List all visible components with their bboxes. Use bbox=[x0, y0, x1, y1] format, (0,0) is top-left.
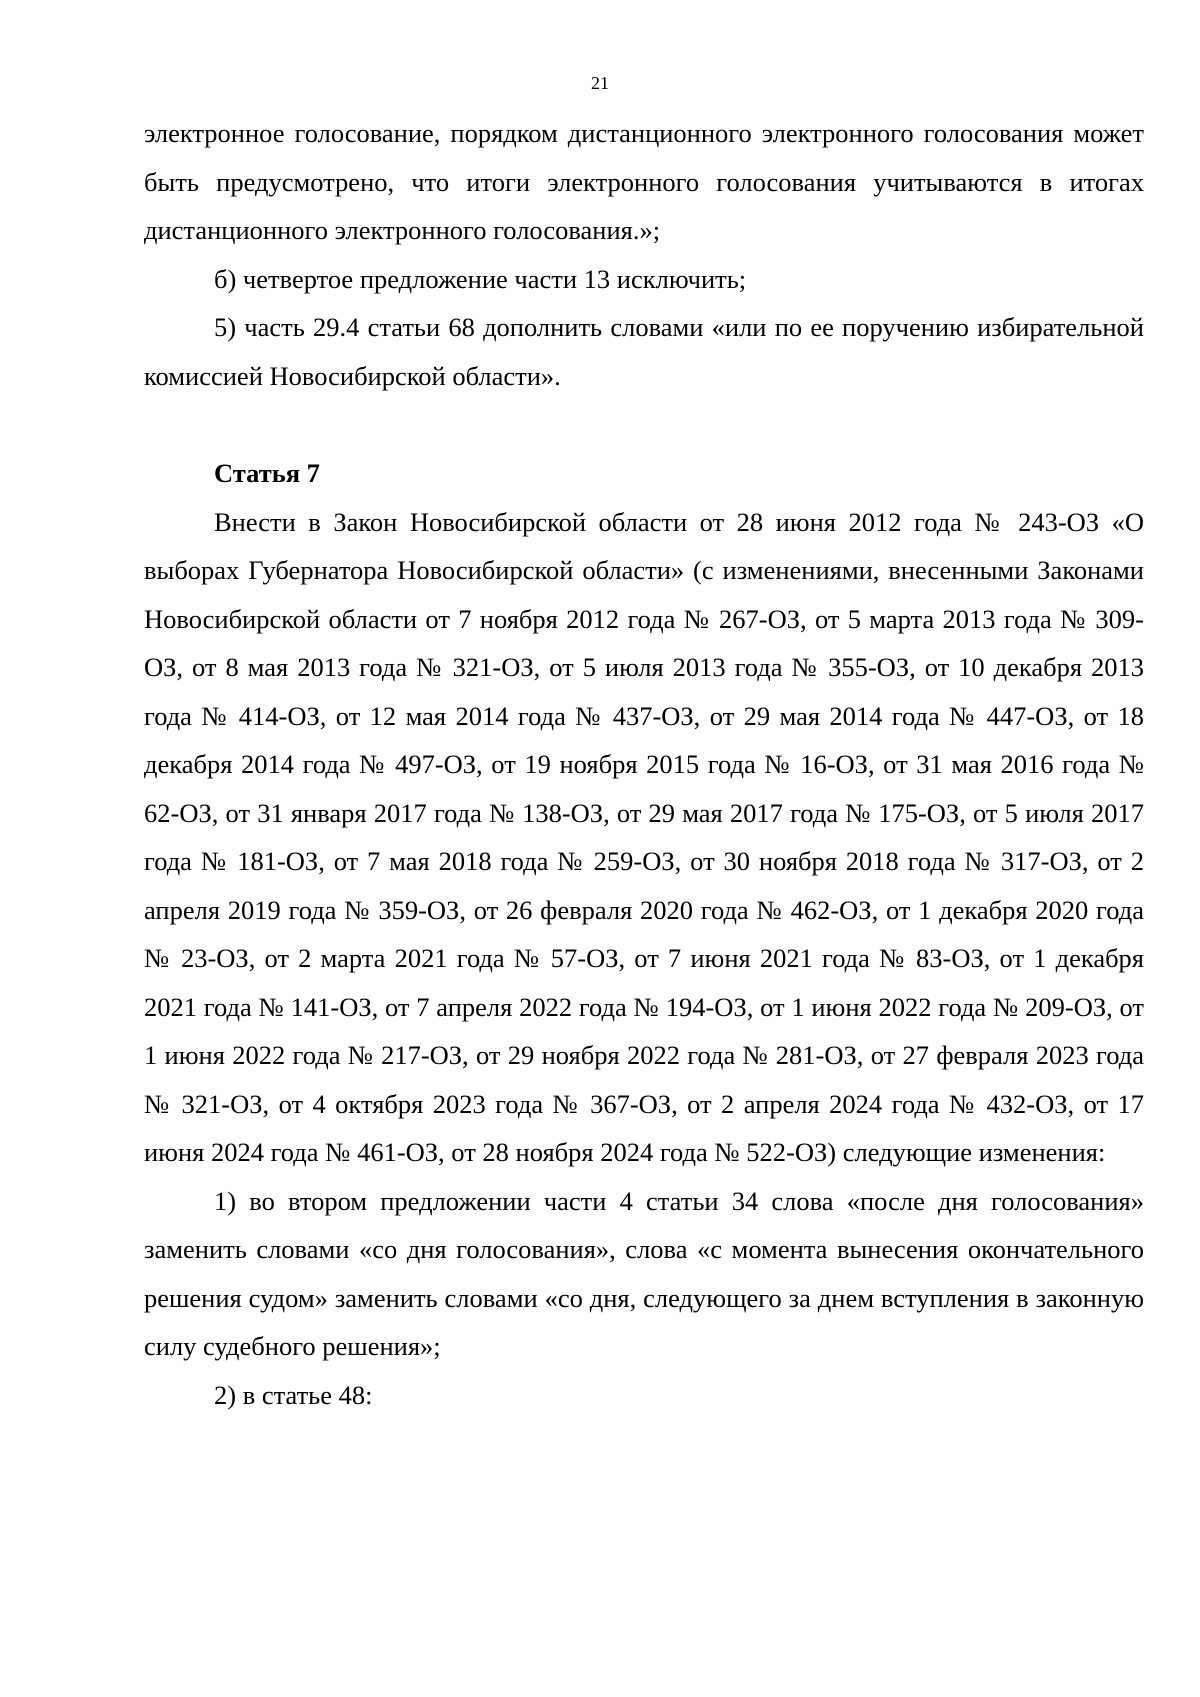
paragraph-item-1: 1) во втором предложении части 4 статьи 34 слова «после дня голосования» заменить словами «со дня голосования», слова «с момента вынесения окончательного решения судом» заменить словами «со дня, следующего за днем вступления в законную силу судебного решения»; bbox=[144, 1185, 1144, 1361]
document-body bbox=[144, 109, 1144, 1419]
paragraph-item-2: 2) в статье 48: bbox=[214, 1379, 373, 1410]
paragraph-item-5: 5) часть 29.4 статьи 68 дополнить словами «или по ее поручению избирательной комиссией Новосибирской области». bbox=[144, 312, 1144, 391]
paragraph-item-b: б) четвертое предложение части 13 исключить; bbox=[214, 263, 747, 294]
paragraph-continuation: электронное голосование, порядком дистанционного электронного голосования может быть предусмотрено, что итоги электронного голосования учитываются в итогах дистанционного электронного голосования.»; bbox=[144, 118, 1144, 245]
spacer bbox=[144, 400, 1144, 449]
paragraph-article-intro: Внести в Закон Новосибирской области от 28 июня 2012 года № 243-ОЗ «О выборах Губернатора Новосибирской области» (с изменениями, внесенными Законами Новосибирской области от 7 ноября 2012 года № 267-ОЗ, от 5 марта 2013 года № 309-ОЗ, от 8 мая 2013 года № 321-ОЗ, от 5 июля 2013 года № 355-ОЗ, от 10 декабря 2013 года № 414-ОЗ, от 12 мая 2014 года № 437-ОЗ, от 29 мая 2014 года № 447-ОЗ, от 18 декабря 2014 года № 497-ОЗ, от 19 ноября 2015 года № 16-ОЗ, от 31 мая 2016 года № 62-ОЗ, от 31 января 2017 года № 138-ОЗ, от 29 мая 2017 года № 175-ОЗ, от 5 июля 2017 года № 181-ОЗ, от 7 мая 2018 года № 259-ОЗ, от 30 ноября 2018 года № 317-ОЗ, от 2 апреля 2019 года № 359-ОЗ, от 26 февраля 2020 года № 462-ОЗ, от 1 декабря 2020 года № 23-ОЗ, от 2 марта 2021 года № 57-ОЗ, от 7 июня 2021 года № 83-ОЗ, от 1 декабря 2021 года № 141-ОЗ, от 7 апреля 2022 года № 194-ОЗ, от 1 июня 2022 года № 209-ОЗ, от 1 июня 2022 года № 217-ОЗ, от 29 ноября 2022 года № 281-ОЗ, от 27 февраля 2023 года № 321-ОЗ, от 4 октября 2023 года № 367-ОЗ, от 2 апреля 2024 года № 432-ОЗ, от 17 июня 2024 года № 461-ОЗ, от 28 ноября 2024 года № 522-ОЗ) следующие изменения: bbox=[144, 506, 1144, 1167]
page-number: 21 bbox=[591, 73, 609, 93]
article-heading: Статья 7 bbox=[214, 458, 320, 488]
